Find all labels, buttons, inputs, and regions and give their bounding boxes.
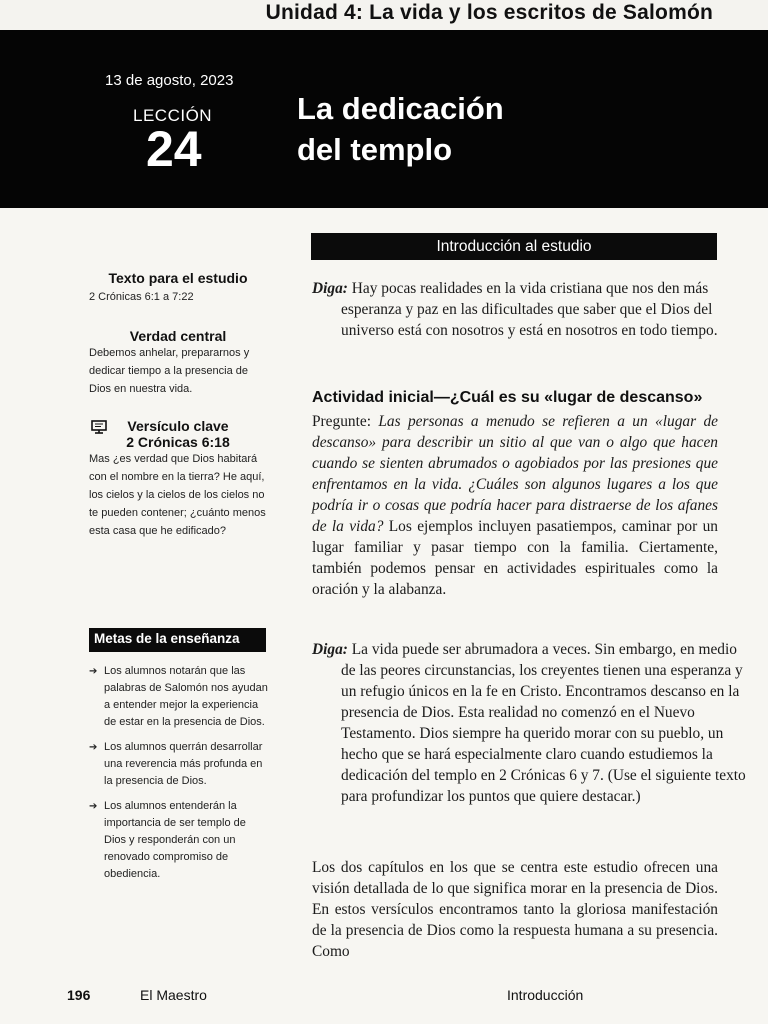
sidebar — [89, 270, 267, 540]
body-paragraph: Los dos capítulos en los que se centra este estudio ofrecen una visión detallada de lo que significa morar en la presencia de Dios. En estos versículos encontramos tanto la gloriosa manifestación de la presencia de Dios como la respuesta humana a su presencia. Como — [312, 859, 718, 960]
say-paragraph — [312, 639, 747, 807]
teaching-goals-header — [89, 628, 266, 652]
lesson-date: 13 de agosto, 2023 — [105, 72, 234, 89]
ask-label: Pregunte: — [312, 413, 371, 430]
goal-item — [89, 739, 269, 790]
say-label: Diga: — [312, 641, 348, 658]
section-title-bar — [311, 233, 717, 260]
goal-text: Los alumnos querrán desarrollar una reverencia más profunda en la presencia de Dios. — [104, 741, 263, 787]
activity-heading: Actividad inicial—¿Cuál es su «lugar de descanso» — [312, 389, 703, 406]
goal-text: Los alumnos entenderán la importancia de ser templo de Dios y responderán con un renovado compromiso de obediencia. — [104, 800, 246, 880]
study-text-reference: 2 Crónicas 6:1 a 7:22 — [89, 291, 194, 303]
key-verse-block — [89, 418, 267, 450]
question-text: Las personas a menudo se refieren a un «lugar de descanso» para describir un sitio al que van o algo que hacen cuando se sienten abrumados o agobiados por las presiones que enfrentamos en la vida. ¿Cuáles son algunos lugares a los que podría ir o cosas que podría hacer para distraerse de los afanes de la vida? — [312, 413, 718, 535]
section-title: Introducción al estudio — [436, 238, 592, 255]
lesson-title-line2: del templo — [297, 132, 453, 167]
lesson-number: 24 — [146, 121, 202, 177]
lesson-title — [297, 88, 717, 170]
goal-text: Los alumnos notarán que las palabras de Salomón nos ayudan a entender mejor la experiencia de estar en la presencia de Dios. — [104, 665, 268, 728]
central-truth-heading: Verdad central — [129, 328, 227, 344]
intro-paragraph-text: Hay pocas realidades en la vida cristiana que nos den más esperanza y paz en las dificultades que saber que el Dios del universo está con nosotros y está en nosotros en todo tiempo. — [341, 280, 718, 339]
question-answer-text: Los ejemplos incluyen pasatiempos, caminar por un lugar familiar y pasar tiempo con la familia. Ciertamente, también podemos pensar en actividades espirituales como la oración y la alabanza. — [312, 518, 718, 598]
central-truth-text: Debemos anhelar, prepararnos y dedicar tiempo a la presencia de Dios en nuestra vida. — [89, 347, 250, 395]
unit-title: Unidad 4: La vida y los escritos de Salomón — [265, 1, 713, 24]
footer-section: Introducción — [507, 987, 584, 1003]
activity-question — [312, 411, 718, 600]
goal-item — [89, 798, 269, 883]
intro-paragraph — [312, 278, 747, 341]
say-paragraph-text: La vida puede ser abrumadora a veces. Sin embargo, en medio de las peores circunstancias, los creyentes tienen una esperanza y un refugio únicos en la fe en Cristo. Encontramos descanso en la presencia de Dios. Esta realidad no comenzó en el Nuevo Testamento. Dios siempre ha querido morar con su pueblo, un hecho que se hará especialmente claro cuando estudiemos la dedicación del templo en 2 Crónicas 6 y 7. (Use el siguiente texto para profundizar los puntos que quiere destacar.) — [341, 641, 746, 805]
unit-header-bar — [0, 0, 768, 30]
teaching-goals-list — [89, 663, 269, 891]
key-verse-reference: 2 Crónicas 6:18 — [126, 434, 230, 450]
study-text-heading: Texto para el estudio — [108, 270, 248, 286]
goal-item — [89, 663, 269, 731]
page-number: 196 — [67, 987, 91, 1003]
arrow-right-icon: ➔ — [89, 666, 98, 677]
key-verse-heading: Versículo clave — [127, 418, 229, 434]
lesson-title-line1: La dedicación — [297, 91, 504, 126]
monitor-icon — [91, 420, 107, 434]
key-verse-text: Mas ¿es verdad que Dios habitará con el nombre en la tierra? He aquí, los cielos y la cielos de los cielos no te pueden contener; ¿cuánto menos esta casa que he edificado? — [89, 453, 266, 537]
teaching-goals-title: Metas de la enseñanza — [94, 631, 240, 646]
lesson-label: LECCIÓN — [133, 106, 213, 125]
arrow-right-icon: ➔ — [89, 801, 98, 812]
publication-name: El Maestro — [140, 987, 207, 1003]
say-label: Diga: — [312, 280, 348, 297]
arrow-right-icon: ➔ — [89, 742, 98, 753]
